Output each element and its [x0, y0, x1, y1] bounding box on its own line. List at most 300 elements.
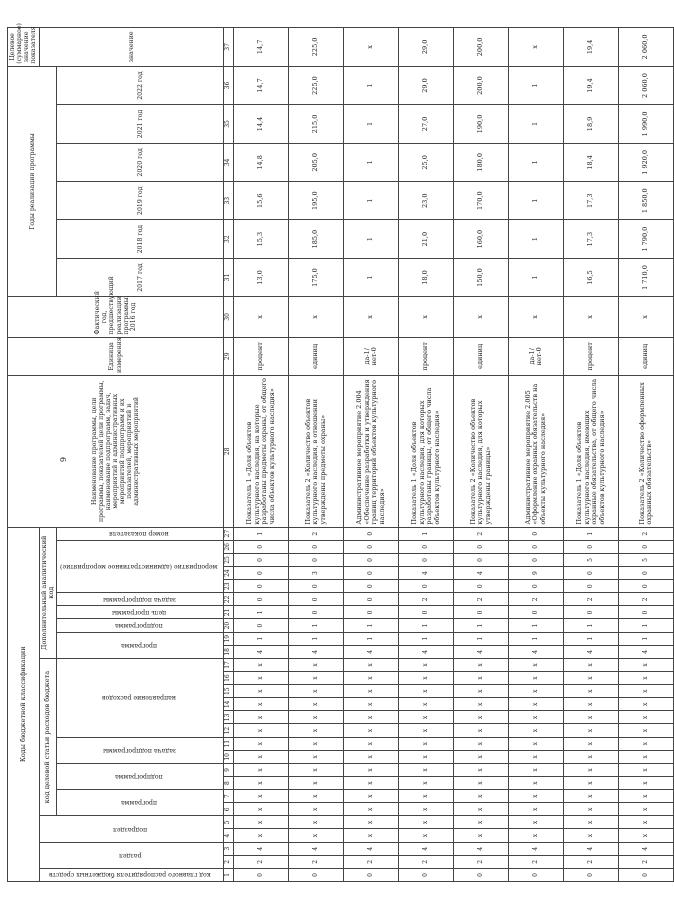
- code-cell: х: [344, 698, 399, 711]
- code-cell: 0: [454, 606, 509, 619]
- code-cell: 0: [399, 580, 454, 593]
- year-value: 1: [509, 105, 564, 143]
- code-cell: 1: [619, 619, 674, 632]
- code-cell: 0: [454, 580, 509, 593]
- column-number: 12: [224, 724, 234, 737]
- code-cell: 4: [509, 645, 564, 658]
- code-cell: х: [399, 777, 454, 790]
- code-cell: х: [619, 685, 674, 698]
- year-value: 195,0: [289, 182, 344, 220]
- code-cell: 4: [234, 842, 289, 855]
- code-cell: 1: [619, 632, 674, 645]
- code-cell: 1: [399, 527, 454, 540]
- code-cell: 1: [289, 619, 344, 632]
- code-cell: 0: [619, 567, 674, 580]
- code-cell: 2: [454, 855, 509, 868]
- header-years-group: Годы реализации программы: [8, 66, 57, 296]
- code-cell: х: [454, 829, 509, 842]
- year-value: 160,0: [454, 220, 509, 258]
- header-an-task: задача подпрограммы: [57, 593, 224, 606]
- header-code-subsection: подраздел: [39, 816, 224, 842]
- code-cell: х: [509, 763, 564, 776]
- code-cell: 0: [509, 553, 564, 566]
- row-name: Административное мероприятие 2.005 «Оформление охранных обязательств на объекты культурного наследия»: [509, 376, 564, 528]
- code-cell: х: [344, 803, 399, 816]
- row-fin: х: [619, 297, 674, 337]
- code-cell: 0: [619, 606, 674, 619]
- code-cell: 0: [344, 593, 399, 606]
- row-name: Показатель 2 «Количество оформленных охранных обязательств»: [619, 376, 674, 528]
- year-value: 1: [509, 258, 564, 296]
- year-value: 14,8: [234, 143, 289, 181]
- code-cell: 2: [289, 527, 344, 540]
- code-cell: х: [509, 658, 564, 671]
- column-number: 21: [224, 606, 234, 619]
- code-cell: х: [399, 763, 454, 776]
- column-number: 3: [224, 842, 234, 855]
- code-cell: 5: [564, 553, 619, 566]
- row-total: 19,4: [564, 28, 619, 67]
- code-cell: х: [289, 698, 344, 711]
- year-value: 23,0: [399, 182, 454, 220]
- code-cell: 2: [564, 593, 619, 606]
- header-name: Наименование программы, цели программы, показателей цели программы, наименование подпрограмм, задач, мероприятий и административных мероприятий подпрограмм и их показателей, мероприятий и административных мероприятий: [8, 376, 224, 528]
- column-number: 2: [224, 855, 234, 868]
- code-cell: х: [399, 724, 454, 737]
- code-cell: х: [509, 672, 564, 685]
- code-cell: х: [344, 763, 399, 776]
- row-total: 225,0: [289, 28, 344, 67]
- code-cell: 0: [399, 606, 454, 619]
- column-number: 36: [224, 66, 234, 104]
- code-cell: 0: [344, 606, 399, 619]
- code-cell: 4: [344, 842, 399, 855]
- code-cell: х: [399, 803, 454, 816]
- code-cell: 0: [344, 527, 399, 540]
- code-cell: х: [289, 816, 344, 829]
- year-value: 18,0: [399, 258, 454, 296]
- code-cell: х: [564, 685, 619, 698]
- code-cell: х: [234, 790, 289, 803]
- code-cell: х: [234, 777, 289, 790]
- column-number: 15: [224, 685, 234, 698]
- code-cell: х: [234, 698, 289, 711]
- code-cell: 0: [399, 868, 454, 881]
- code-cell: 1: [399, 619, 454, 632]
- year-value: 18,4: [564, 143, 619, 181]
- row-fin: х: [399, 297, 454, 337]
- code-cell: 2: [344, 855, 399, 868]
- row-name: Показатель 1 «Доля объектов культурного наследия, на которые разработаны предметы охраны, от общего числа объектов культурного наследия»: [234, 376, 289, 528]
- code-cell: х: [289, 750, 344, 763]
- code-cell: х: [509, 803, 564, 816]
- row-fin: х: [454, 297, 509, 337]
- year-value: 1: [509, 182, 564, 220]
- code-cell: 0: [344, 580, 399, 593]
- code-cell: х: [344, 658, 399, 671]
- year-value: 17,3: [564, 220, 619, 258]
- header-year-2018: 2018 год: [57, 220, 224, 258]
- column-number: 27: [224, 527, 234, 540]
- code-cell: х: [619, 711, 674, 724]
- code-cell: х: [344, 672, 399, 685]
- header-code-program: программа: [57, 790, 224, 816]
- code-cell: х: [234, 685, 289, 698]
- code-cell: х: [619, 737, 674, 750]
- code-cell: 0: [509, 540, 564, 553]
- year-value: 19,4: [564, 66, 619, 104]
- code-cell: х: [344, 724, 399, 737]
- code-cell: 1: [234, 632, 289, 645]
- row-name: Показатель 2 «Количество объектов культурного наследия, в отношении утверждены предметы охраны»: [289, 376, 344, 528]
- year-value: 1 710,0: [619, 258, 674, 296]
- header-year-2022: 2022 год: [57, 66, 224, 104]
- row-name: Показатель 1 «Доля объектов культурного наследия, имеющих охранные обязательства, от общего числа объектов культурного наследия»: [564, 376, 619, 528]
- code-cell: х: [234, 711, 289, 724]
- code-cell: 0: [289, 606, 344, 619]
- code-cell: 4: [399, 567, 454, 580]
- code-cell: х: [454, 790, 509, 803]
- header-fin-year: Фактический год, предшествующий реализации программы, 2016 год: [8, 297, 224, 337]
- column-number: 24: [224, 567, 234, 580]
- code-cell: х: [399, 685, 454, 698]
- code-cell: 5: [619, 553, 674, 566]
- code-cell: 0: [234, 580, 289, 593]
- code-cell: х: [399, 672, 454, 685]
- code-cell: 2: [619, 527, 674, 540]
- code-cell: 0: [344, 540, 399, 553]
- code-cell: 1: [234, 527, 289, 540]
- table-row: [454, 28, 509, 882]
- code-cell: 4: [564, 842, 619, 855]
- code-cell: х: [289, 672, 344, 685]
- code-cell: х: [234, 816, 289, 829]
- code-cell: х: [399, 711, 454, 724]
- table-row: [289, 28, 344, 882]
- year-value: 29,0: [399, 66, 454, 104]
- table-row: [619, 28, 674, 882]
- code-cell: х: [619, 698, 674, 711]
- code-cell: х: [289, 737, 344, 750]
- column-number: 37: [224, 28, 234, 67]
- code-cell: х: [564, 803, 619, 816]
- year-value: 200,0: [454, 66, 509, 104]
- code-cell: х: [509, 711, 564, 724]
- row-name: Административное мероприятие 2.004 «Обеспечение разработки и утверждения границ территорий объектов культурного наследия»: [344, 376, 399, 528]
- code-cell: 1: [454, 619, 509, 632]
- code-cell: 0: [289, 553, 344, 566]
- code-cell: 2: [564, 855, 619, 868]
- code-cell: 2: [454, 527, 509, 540]
- code-cell: 0: [509, 580, 564, 593]
- code-cell: х: [509, 790, 564, 803]
- row-fin: х: [289, 297, 344, 337]
- code-cell: х: [344, 816, 399, 829]
- page-number: 6: [58, 456, 68, 463]
- header-an-goal: цель программы: [57, 606, 224, 619]
- code-cell: х: [564, 711, 619, 724]
- code-cell: х: [564, 672, 619, 685]
- code-cell: х: [454, 724, 509, 737]
- header-an-program: программа: [57, 632, 224, 658]
- column-number: 7: [224, 790, 234, 803]
- year-value: 15,6: [234, 182, 289, 220]
- header-an-event: мероприятие (административное мероприятие): [57, 540, 224, 593]
- code-cell: 4: [454, 645, 509, 658]
- header-year-2020: 2020 год: [57, 143, 224, 181]
- column-number: 16: [224, 672, 234, 685]
- year-value: 17,3: [564, 182, 619, 220]
- header-budget-group: код целевой статьи расходов бюджета: [39, 658, 57, 816]
- code-cell: х: [399, 816, 454, 829]
- header-total: Целевое (суммарное) значение показателя: [8, 28, 40, 67]
- code-cell: х: [564, 698, 619, 711]
- code-cell: х: [454, 658, 509, 671]
- code-cell: х: [344, 790, 399, 803]
- code-cell: 0: [454, 540, 509, 553]
- code-cell: 0: [564, 606, 619, 619]
- code-cell: х: [564, 658, 619, 671]
- code-cell: х: [289, 685, 344, 698]
- code-cell: 0: [289, 540, 344, 553]
- code-cell: 2: [289, 855, 344, 868]
- column-number: 25: [224, 553, 234, 566]
- year-value: 1: [509, 143, 564, 181]
- code-cell: 1: [564, 619, 619, 632]
- code-cell: х: [509, 724, 564, 737]
- row-unit: да-1/нет-0: [344, 337, 399, 375]
- code-cell: х: [234, 763, 289, 776]
- header-code-task: задача подпрограммы: [57, 737, 224, 763]
- code-cell: 0: [509, 868, 564, 881]
- year-value: 1 790,0: [619, 220, 674, 258]
- column-number: 1: [224, 868, 234, 881]
- code-cell: х: [509, 685, 564, 698]
- code-cell: х: [289, 803, 344, 816]
- column-number: 6: [224, 803, 234, 816]
- code-cell: 1: [399, 632, 454, 645]
- column-number: 13: [224, 711, 234, 724]
- code-cell: х: [289, 777, 344, 790]
- row-fin: х: [564, 297, 619, 337]
- column-number: 34: [224, 143, 234, 181]
- code-cell: х: [564, 790, 619, 803]
- table-row: [564, 28, 619, 882]
- year-value: 150,0: [454, 258, 509, 296]
- code-cell: х: [619, 724, 674, 737]
- code-cell: х: [509, 698, 564, 711]
- year-value: 1: [344, 258, 399, 296]
- code-cell: 0: [234, 868, 289, 881]
- table-row: [509, 28, 564, 882]
- year-value: 215,0: [289, 105, 344, 143]
- code-cell: 0: [619, 540, 674, 553]
- header-analytic-group: Дополнительный аналитический код: [39, 527, 57, 658]
- code-cell: 2: [619, 593, 674, 606]
- column-number: 14: [224, 698, 234, 711]
- code-cell: х: [454, 672, 509, 685]
- code-cell: х: [509, 829, 564, 842]
- column-number: 19: [224, 632, 234, 645]
- header-code-grbs: код главного распорядителя бюджетных средств: [39, 868, 224, 881]
- code-cell: 0: [619, 580, 674, 593]
- code-cell: х: [564, 816, 619, 829]
- code-cell: 0: [344, 868, 399, 881]
- column-number: 26: [224, 540, 234, 553]
- code-cell: х: [289, 829, 344, 842]
- row-unit: да-1/нет-0: [509, 337, 564, 375]
- code-cell: х: [509, 816, 564, 829]
- code-cell: х: [344, 829, 399, 842]
- code-cell: 0: [234, 567, 289, 580]
- code-cell: 2: [509, 855, 564, 868]
- code-cell: 2: [399, 855, 454, 868]
- column-number: 18: [224, 645, 234, 658]
- code-cell: х: [234, 829, 289, 842]
- code-cell: х: [509, 777, 564, 790]
- code-cell: 2: [509, 593, 564, 606]
- year-value: 13,0: [234, 258, 289, 296]
- column-number: 4: [224, 829, 234, 842]
- code-cell: 0: [289, 580, 344, 593]
- code-cell: 4: [509, 842, 564, 855]
- year-value: 14,4: [234, 105, 289, 143]
- table-row: [234, 28, 289, 882]
- code-cell: х: [509, 737, 564, 750]
- column-number: 17: [224, 658, 234, 671]
- column-number: 32: [224, 220, 234, 258]
- code-cell: 0: [564, 580, 619, 593]
- code-cell: 0: [289, 868, 344, 881]
- year-value: 180,0: [454, 143, 509, 181]
- row-unit: процент: [234, 337, 289, 375]
- code-cell: х: [289, 658, 344, 671]
- column-number: 31: [224, 258, 234, 296]
- header-unit: Единица измерения: [8, 337, 224, 375]
- table-row: [399, 28, 454, 882]
- table-row: [344, 28, 399, 882]
- row-total: 14,7: [234, 28, 289, 67]
- code-cell: х: [619, 750, 674, 763]
- code-cell: 1: [344, 632, 399, 645]
- code-cell: 4: [289, 842, 344, 855]
- code-cell: 0: [399, 540, 454, 553]
- header-year-2021: 2021 год: [57, 105, 224, 143]
- year-value: 190,0: [454, 105, 509, 143]
- code-cell: 0: [454, 868, 509, 881]
- year-value: 27,0: [399, 105, 454, 143]
- header-year-2019: 2019 год: [57, 182, 224, 220]
- program-table-sheet: [7, 23, 654, 882]
- column-number-row: [224, 28, 234, 882]
- column-number: 30: [224, 297, 234, 337]
- column-number: 28: [224, 376, 234, 528]
- year-value: 225,0: [289, 66, 344, 104]
- code-cell: х: [509, 750, 564, 763]
- code-cell: 1: [509, 632, 564, 645]
- code-cell: х: [564, 724, 619, 737]
- code-cell: 9: [509, 567, 564, 580]
- code-cell: 0: [509, 527, 564, 540]
- year-value: 170,0: [454, 182, 509, 220]
- row-fin: х: [234, 297, 289, 337]
- code-cell: х: [234, 803, 289, 816]
- row-fin: х: [509, 297, 564, 337]
- header-code-section: раздел: [39, 842, 224, 868]
- code-cell: х: [454, 737, 509, 750]
- row-total: 2 060,0: [619, 28, 674, 67]
- code-cell: х: [619, 790, 674, 803]
- column-number: 9: [224, 763, 234, 776]
- code-cell: х: [344, 777, 399, 790]
- code-cell: х: [619, 658, 674, 671]
- code-cell: х: [454, 698, 509, 711]
- header-an-indicator: номер показателя: [57, 527, 224, 540]
- code-cell: х: [619, 829, 674, 842]
- code-cell: х: [564, 763, 619, 776]
- row-unit: процент: [564, 337, 619, 375]
- code-cell: х: [234, 672, 289, 685]
- code-cell: 4: [454, 842, 509, 855]
- column-number: 33: [224, 182, 234, 220]
- code-cell: 0: [509, 606, 564, 619]
- code-cell: х: [564, 777, 619, 790]
- column-number: 8: [224, 777, 234, 790]
- code-cell: х: [234, 737, 289, 750]
- column-number: 5: [224, 816, 234, 829]
- code-cell: х: [289, 763, 344, 776]
- code-cell: х: [454, 816, 509, 829]
- code-cell: 4: [344, 645, 399, 658]
- year-value: 25,0: [399, 143, 454, 181]
- column-number: 11: [224, 737, 234, 750]
- column-number: 29: [224, 337, 234, 375]
- code-cell: х: [344, 685, 399, 698]
- code-cell: х: [234, 658, 289, 671]
- year-value: 1: [344, 105, 399, 143]
- code-cell: 2: [399, 593, 454, 606]
- header-total-value: значение: [39, 28, 224, 67]
- code-cell: х: [399, 658, 454, 671]
- code-cell: 4: [619, 645, 674, 658]
- code-cell: х: [454, 711, 509, 724]
- code-cell: х: [619, 803, 674, 816]
- year-value: 175,0: [289, 258, 344, 296]
- column-number: 23: [224, 580, 234, 593]
- code-cell: 1: [234, 606, 289, 619]
- code-cell: 1: [564, 632, 619, 645]
- code-cell: х: [399, 829, 454, 842]
- year-value: 1: [509, 220, 564, 258]
- row-unit: процент: [399, 337, 454, 375]
- year-value: 185,0: [289, 220, 344, 258]
- column-number: 10: [224, 750, 234, 763]
- row-name: Показатель 1 «Доля объектов культурного наследия, для которых разработаны границы, от общего числа объектов культурного наследия»: [399, 376, 454, 528]
- row-total: 29,0: [399, 28, 454, 67]
- code-cell: 4: [399, 842, 454, 855]
- code-cell: 1: [344, 619, 399, 632]
- code-cell: 0: [344, 553, 399, 566]
- year-value: 16,5: [564, 258, 619, 296]
- row-unit: единиц: [619, 337, 674, 375]
- code-cell: 2: [619, 855, 674, 868]
- code-cell: 0: [234, 540, 289, 553]
- code-cell: х: [564, 829, 619, 842]
- code-cell: х: [399, 790, 454, 803]
- year-value: 205,0: [289, 143, 344, 181]
- header-codes-group: Коды бюджетной классификации: [8, 527, 40, 881]
- column-number: 20: [224, 619, 234, 632]
